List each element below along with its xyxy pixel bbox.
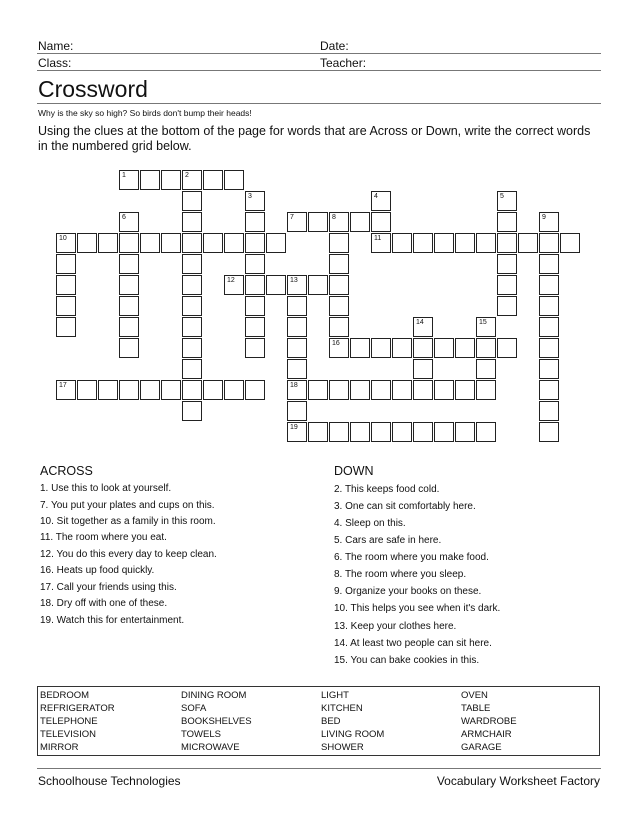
crossword-cell[interactable] (371, 422, 391, 442)
clue-number: 15 (479, 319, 487, 326)
crossword-cell[interactable] (182, 191, 202, 211)
crossword-cell[interactable] (392, 422, 412, 442)
across-clue: 10. Sit together as a family in this room. (40, 516, 216, 527)
class-label: Class: (38, 56, 72, 70)
crossword-cell[interactable] (245, 212, 265, 232)
crossword-cell[interactable] (182, 401, 202, 421)
down-clue: 10. This helps you see when it's dark. (334, 603, 501, 614)
crossword-cell[interactable] (539, 212, 559, 232)
down-clue: 8. The room where you sleep. (334, 569, 467, 580)
crossword-cell[interactable] (539, 317, 559, 337)
word-bank-column (40, 689, 115, 754)
crossword-cell[interactable] (119, 275, 139, 295)
crossword-cell[interactable] (245, 380, 265, 400)
crossword-cell[interactable] (119, 254, 139, 274)
joke-subtitle: Why is the sky so high? So birds don't bump their heads! (38, 108, 252, 118)
crossword-cell[interactable] (119, 170, 139, 190)
crossword-cell[interactable] (350, 212, 370, 232)
crossword-cell[interactable] (350, 338, 370, 358)
word-bank-item: TELEPHONE (40, 716, 98, 727)
word-bank-item: MIRROR (40, 742, 79, 753)
clue-number: 6 (122, 214, 126, 221)
down-clue: 3. One can sit comfortably here. (334, 501, 476, 512)
crossword-cell[interactable] (413, 317, 433, 337)
crossword-cell[interactable] (182, 254, 202, 274)
crossword-cell[interactable] (497, 275, 517, 295)
clue-number: 14 (416, 319, 424, 326)
crossword-cell[interactable] (161, 233, 181, 253)
crossword-cell[interactable] (371, 380, 391, 400)
word-bank-item: SOFA (181, 703, 207, 714)
crossword-cell[interactable] (182, 359, 202, 379)
word-bank-item: WARDROBE (461, 716, 517, 727)
crossword-cell[interactable] (371, 338, 391, 358)
down-clue: 9. Organize your books on these. (334, 586, 482, 597)
crossword-cell[interactable] (77, 233, 97, 253)
clue-number: 3 (248, 193, 252, 200)
clue-number: 9 (542, 214, 546, 221)
crossword-cell[interactable] (119, 233, 139, 253)
word-bank-item: BOOKSHELVES (181, 716, 252, 727)
crossword-cell[interactable] (182, 233, 202, 253)
clue-number: 16 (332, 340, 340, 347)
down-clue: 6. The room where you make food. (334, 552, 489, 563)
crossword-cell[interactable] (77, 380, 97, 400)
crossword-cell[interactable] (224, 233, 244, 253)
crossword-cell[interactable] (434, 233, 454, 253)
crossword-cell[interactable] (245, 191, 265, 211)
across-clue: 17. Call your friends using this. (40, 582, 177, 593)
crossword-cell[interactable] (56, 254, 76, 274)
footer-line (37, 768, 601, 769)
crossword-cell[interactable] (476, 317, 496, 337)
crossword-cell[interactable] (392, 380, 412, 400)
clue-number: 8 (332, 214, 336, 221)
crossword-cell[interactable] (413, 233, 433, 253)
crossword-cell[interactable] (203, 170, 223, 190)
crossword-cell[interactable] (329, 380, 349, 400)
crossword-cell[interactable] (476, 380, 496, 400)
down-heading: DOWN (334, 464, 374, 478)
crossword-cell[interactable] (455, 338, 475, 358)
word-bank-item: OVEN (461, 690, 488, 701)
crossword-cell[interactable] (371, 233, 391, 253)
down-clue: 15. You can bake cookies in this. (334, 655, 480, 666)
date-label: Date: (320, 39, 349, 53)
clue-number: 12 (227, 277, 235, 284)
crossword-cell[interactable] (182, 380, 202, 400)
crossword-cell[interactable] (308, 212, 328, 232)
crossword-cell[interactable] (182, 212, 202, 232)
crossword-cell[interactable] (287, 317, 307, 337)
crossword-cell[interactable] (497, 233, 517, 253)
crossword-cell[interactable] (245, 275, 265, 295)
across-clue: 1. Use this to look at yourself. (40, 483, 172, 494)
crossword-cell[interactable] (140, 233, 160, 253)
crossword-cell[interactable] (497, 191, 517, 211)
down-clue: 2. This keeps food cold. (334, 484, 440, 495)
clue-number: 7 (290, 214, 294, 221)
crossword-cell[interactable] (371, 212, 391, 232)
crossword-cell[interactable] (329, 422, 349, 442)
crossword-cell[interactable] (497, 254, 517, 274)
down-clue: 4. Sleep on this. (334, 518, 406, 529)
word-bank-item: LIGHT (321, 690, 349, 701)
crossword-cell[interactable] (350, 422, 370, 442)
crossword-cell[interactable] (245, 296, 265, 316)
crossword-cell[interactable] (287, 296, 307, 316)
crossword-cell[interactable] (161, 170, 181, 190)
down-clue: 13. Keep your clothes here. (334, 621, 457, 632)
crossword-cell[interactable] (56, 317, 76, 337)
crossword-cell[interactable] (539, 275, 559, 295)
across-clue: 19. Watch this for entertainment. (40, 615, 185, 626)
word-bank-column (461, 689, 517, 754)
word-bank-item: DINING ROOM (181, 690, 247, 701)
crossword-cell[interactable] (287, 359, 307, 379)
crossword-cell[interactable] (119, 212, 139, 232)
crossword-cell[interactable] (56, 380, 76, 400)
crossword-cell[interactable] (539, 422, 559, 442)
crossword-cell[interactable] (245, 254, 265, 274)
crossword-cell[interactable] (119, 338, 139, 358)
crossword-cell[interactable] (56, 275, 76, 295)
crossword-cell[interactable] (308, 422, 328, 442)
crossword-cell[interactable] (371, 191, 391, 211)
crossword-cell[interactable] (203, 233, 223, 253)
clue-number: 17 (59, 382, 67, 389)
crossword-cell[interactable] (245, 233, 265, 253)
crossword-cell[interactable] (287, 338, 307, 358)
word-bank-item: TELEVISION (40, 729, 96, 740)
crossword-cell[interactable] (539, 359, 559, 379)
crossword-cell[interactable] (329, 254, 349, 274)
crossword-cell[interactable] (182, 338, 202, 358)
crossword-cell[interactable] (182, 275, 202, 295)
word-bank-column (321, 689, 384, 754)
word-bank-item: GARAGE (461, 742, 502, 753)
crossword-cell[interactable] (434, 338, 454, 358)
crossword-cell[interactable] (434, 380, 454, 400)
footer-publisher: Schoolhouse Technologies (38, 774, 181, 788)
crossword-cell[interactable] (350, 380, 370, 400)
crossword-cell[interactable] (476, 233, 496, 253)
across-clue: 18. Dry off with one of these. (40, 598, 168, 609)
clue-number: 11 (374, 235, 382, 242)
across-heading: ACROSS (40, 464, 93, 478)
crossword-cell[interactable] (266, 275, 286, 295)
word-bank (37, 686, 600, 756)
crossword-cell[interactable] (329, 317, 349, 337)
crossword-cell[interactable] (245, 338, 265, 358)
crossword-cell[interactable] (329, 212, 349, 232)
crossword-cell[interactable] (329, 233, 349, 253)
crossword-cell[interactable] (308, 380, 328, 400)
crossword-cell[interactable] (266, 233, 286, 253)
crossword-cell[interactable] (308, 275, 328, 295)
crossword-cell[interactable] (413, 422, 433, 442)
crossword-cell[interactable] (455, 233, 475, 253)
crossword-cell[interactable] (539, 233, 559, 253)
crossword-cell[interactable] (224, 275, 244, 295)
across-clue: 12. You do this every day to keep clean. (40, 549, 217, 560)
crossword-cell[interactable] (497, 212, 517, 232)
crossword-cell[interactable] (413, 380, 433, 400)
crossword-cell[interactable] (413, 359, 433, 379)
word-bank-item: LIVING ROOM (321, 729, 385, 740)
word-bank-item: MICROWAVE (181, 742, 240, 753)
crossword-cell[interactable] (455, 380, 475, 400)
crossword-cell[interactable] (119, 296, 139, 316)
crossword-cell[interactable] (56, 296, 76, 316)
crossword-cell[interactable] (140, 170, 160, 190)
crossword-cell[interactable] (476, 422, 496, 442)
down-clue: 5. Cars are safe in here. (334, 535, 442, 546)
crossword-cell[interactable] (434, 422, 454, 442)
across-clue: 11. The room where you eat. (40, 532, 167, 543)
word-bank-item: BEDROOM (40, 690, 90, 701)
crossword-cell[interactable] (119, 380, 139, 400)
crossword-cell[interactable] (224, 170, 244, 190)
word-bank-item: TOWELS (181, 729, 221, 740)
word-bank-item: REFRIGERATOR (40, 703, 115, 714)
clue-number: 18 (290, 382, 298, 389)
crossword-cell[interactable] (518, 233, 538, 253)
crossword-cell[interactable] (182, 296, 202, 316)
clue-number: 1 (122, 172, 126, 179)
crossword-cell[interactable] (539, 296, 559, 316)
crossword-cell[interactable] (98, 233, 118, 253)
crossword-cell[interactable] (392, 233, 412, 253)
clue-number: 4 (374, 193, 378, 200)
across-clue: 16. Heats up food quickly. (40, 565, 155, 576)
word-bank-item: KITCHEN (321, 703, 363, 714)
instructions: Using the clues at the bottom of the page for words that are Across or Down, write the correct words in the numbered grid below. (38, 124, 591, 153)
across-clue: 7. You put your plates and cups on this. (40, 500, 215, 511)
crossword-cell[interactable] (119, 317, 139, 337)
crossword-cell[interactable] (560, 233, 580, 253)
clue-number: 13 (290, 277, 298, 284)
crossword-cell[interactable] (329, 275, 349, 295)
crossword-cell[interactable] (539, 254, 559, 274)
crossword-cell[interactable] (182, 170, 202, 190)
crossword-cell[interactable] (182, 317, 202, 337)
crossword-cell[interactable] (161, 380, 181, 400)
crossword-cell[interactable] (287, 422, 307, 442)
crossword-cell[interactable] (476, 359, 496, 379)
page-title: Crossword (38, 76, 148, 102)
word-bank-item: TABLE (461, 703, 491, 714)
name-label: Name: (38, 39, 74, 53)
crossword-cell[interactable] (392, 338, 412, 358)
crossword-cell[interactable] (497, 296, 517, 316)
word-bank-item: SHOWER (321, 742, 364, 753)
crossword-cell[interactable] (224, 380, 244, 400)
clue-number: 10 (59, 235, 67, 242)
crossword-cell[interactable] (98, 380, 118, 400)
teacher-label: Teacher: (320, 56, 367, 70)
crossword-cell[interactable] (329, 338, 349, 358)
crossword-cell[interactable] (539, 380, 559, 400)
crossword-cell[interactable] (287, 212, 307, 232)
word-bank-column (181, 689, 252, 754)
crossword-cell[interactable] (287, 275, 307, 295)
crossword-cell[interactable] (329, 296, 349, 316)
crossword-cell[interactable] (539, 338, 559, 358)
down-clue: 14. At least two people can sit here. (334, 638, 492, 649)
crossword-cell[interactable] (539, 401, 559, 421)
word-bank-item: BED (321, 716, 341, 727)
word-bank-item: ARMCHAIR (461, 729, 512, 740)
crossword-cell[interactable] (476, 338, 496, 358)
crossword-cell[interactable] (203, 380, 223, 400)
crossword-cell[interactable] (140, 380, 160, 400)
crossword-cell[interactable] (455, 422, 475, 442)
clue-number: 5 (500, 193, 504, 200)
crossword-cell[interactable] (497, 338, 517, 358)
crossword-cell[interactable] (287, 401, 307, 421)
crossword-cell[interactable] (245, 317, 265, 337)
crossword-cell[interactable] (287, 380, 307, 400)
footer-product: Vocabulary Worksheet Factory (436, 774, 600, 788)
crossword-cell[interactable] (413, 338, 433, 358)
clue-number: 19 (290, 424, 298, 431)
clue-number: 2 (185, 172, 189, 179)
crossword-cell[interactable] (56, 233, 76, 253)
